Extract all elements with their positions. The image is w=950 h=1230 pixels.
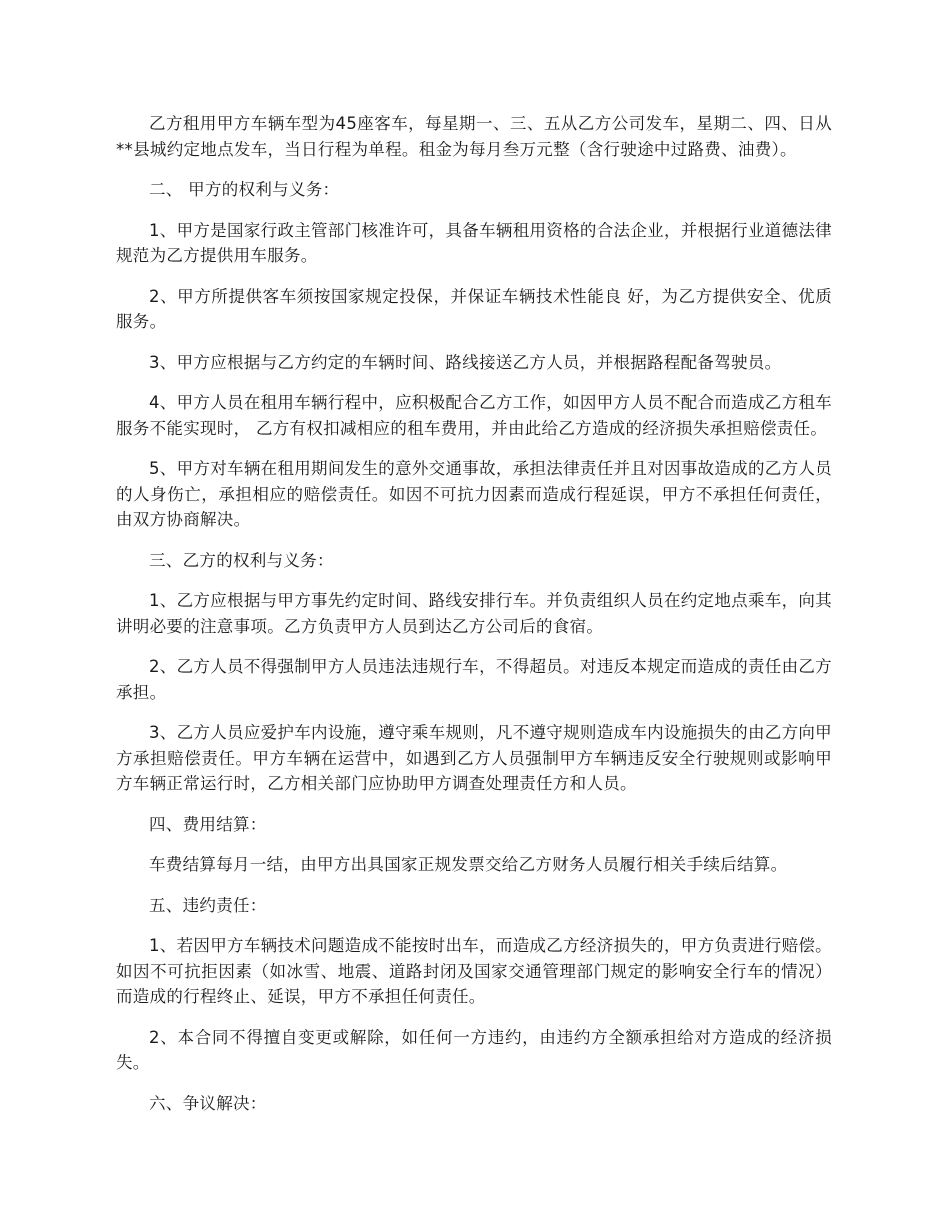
paragraph-rental-terms: 乙方租用甲方车辆车型为45座客车，每星期一、三、五从乙方公司发车，星期二、四、日从**县城约定地点发车，当日行程为单程。租金为每月叁万元整（含行驶途中过路费、油费）。	[116, 114, 832, 159]
section-heading-breach: 五、违约责任：	[149, 895, 267, 915]
paragraph-a-1: 1、甲方是国家行政主管部门核准许可，具备车辆租用资格的合法企业，并根据行业道德法律规范为乙方提供用车服务。	[116, 220, 832, 265]
section-heading-party-b: 三、乙方的权利与义务：	[149, 550, 334, 570]
section-heading-party-a: 二、 甲方的权利与义务：	[149, 180, 340, 199]
paragraph-b-1: 1、乙方应根据与甲方事先约定时间、路线安排行车。并负责组织人员在约定地点乘车，向其讲明必要的注意事项。乙方负责甲方人员到达乙方公司后的食宿。	[116, 591, 832, 636]
section-heading-settlement: 四、费用结算：	[149, 814, 267, 834]
paragraph-a-5: 5、甲方对车辆在租用期间发生的意外交通事故，承担法律责任并且对因事故造成的乙方人员的人身伤亡，承担相应的赔偿责任。如因不可抗力因素而造成行程延误，甲方不承担任何责任，由双方协商解决。	[116, 459, 832, 529]
paragraph-a-4: 4、甲方人员在租用车辆行程中，应积极配合乙方工作，如因甲方人员不配合而造成乙方租车服务不能实现时， 乙方有权扣减相应的租车费用，并由此给乙方造成的经济损失承担赔偿责任。	[116, 393, 832, 438]
paragraph-b-3: 3、乙方人员应爱护车内设施，遵守乘车规则，凡不遵守规则造成车内设施损失的由乙方向甲方承担赔偿责任。甲方车辆在运营中，如遇到乙方人员强制甲方车辆违反安全行驶规则或影响甲方车辆正常运行时，乙方相关部门应协助甲方调查处理责任方和人员。	[116, 723, 832, 793]
paragraph-b-2: 2、乙方人员不得强制甲方人员违法违规行车，不得超员。对违反本规定而造成的责任由乙方承担。	[116, 657, 832, 702]
section-heading-dispute: 六、争议解决：	[149, 1093, 267, 1113]
document-body	[116, 111, 832, 1131]
paragraph-breach-1: 1、若因甲方车辆技术问题造成不能按时出车，而造成乙方经济损失的，甲方负责进行赔偿。如因不可抗拒因素（如冰雪、地震、道路封闭及国家交通管理部门规定的影响安全行车的情况）而造成的行程终止、延误，甲方不承担任何责任。	[116, 936, 832, 1006]
paragraph-a-2: 2、甲方所提供客车须按国家规定投保，并保证车辆技术性能良 好，为乙方提供安全、优质服务。	[116, 286, 832, 331]
paragraph-a-3: 3、甲方应根据与乙方约定的车辆时间、路线接送乙方人员，并根据路程配备驾驶员。	[149, 352, 782, 372]
paragraph-breach-2: 2、本合同不得擅自变更或解除，如任何一方违约，由违约方全额承担给对方造成的经济损失。	[116, 1027, 832, 1072]
paragraph-settlement: 车费结算每月一结，由甲方出具国家正规发票交给乙方财务人员履行相关手续后结算。	[149, 855, 788, 874]
